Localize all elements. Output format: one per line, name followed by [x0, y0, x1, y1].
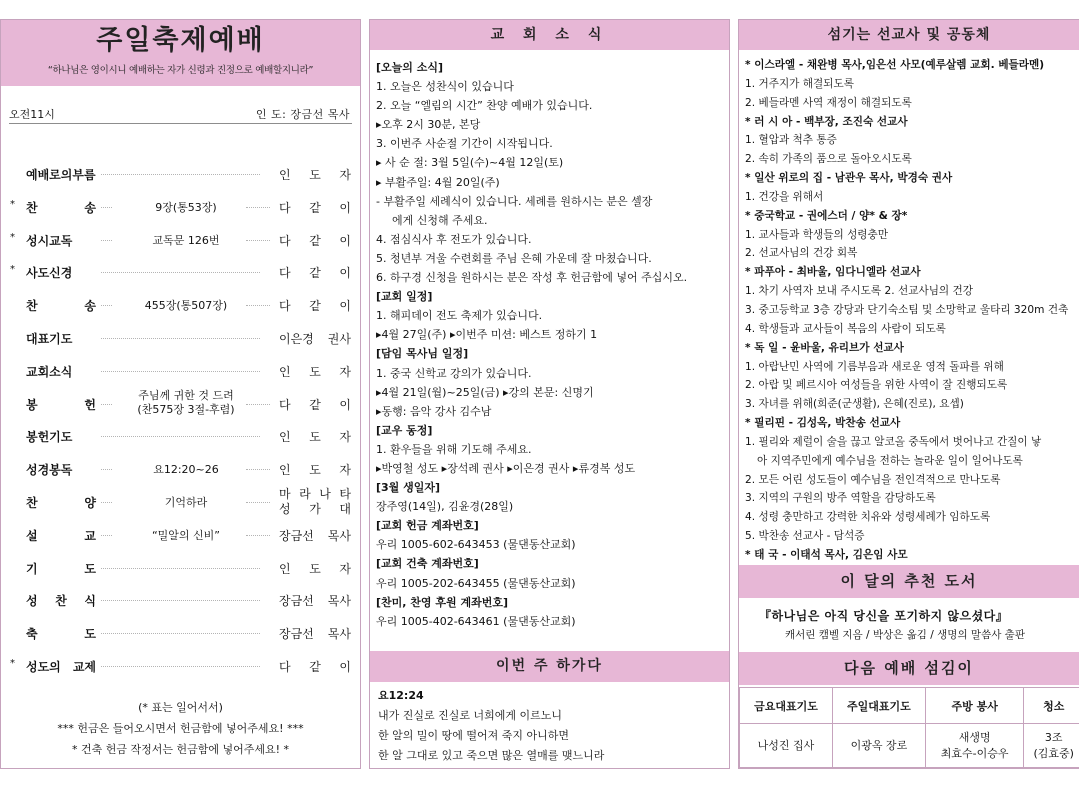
news-line: 1. 중국 신학교 강의가 있습니다.	[376, 366, 532, 380]
order-content-line: (찬575장 3절-후렴)	[137, 402, 235, 416]
news-section-heading: [교회 헌금 계좌번호]	[376, 519, 479, 533]
order-row	[1, 225, 360, 258]
order-row	[1, 487, 360, 520]
mission-heading: * 러 시 아 - 백부장, 조진숙 선교사	[745, 115, 908, 128]
mission-line: 3. 자녀를 위해(희준(군생활), 은혜(진로), 요셉)	[745, 398, 964, 411]
duty-cell-line: 새생명	[958, 730, 991, 744]
order-item-name: 예배로의부름	[26, 168, 96, 182]
verse-line: 한 알의 밀이 땅에 떨어져 죽지 아니하면	[378, 729, 569, 742]
mission-line: 1. 차기 사역자 보내 주시도록 2. 선교사님의 건강	[745, 285, 973, 298]
news-section-heading: [담임 목사님 일정]	[376, 347, 469, 361]
mission-line: 1. 아랍난민 사역에 기름부음과 새로운 영적 돌파를 위해	[745, 360, 1004, 373]
news-line: 장주영(14일), 김윤경(28일)	[376, 500, 514, 514]
mission-line: 1. 혈압과 척추 통증	[745, 134, 837, 147]
service-leader: 인 도: 장금선 목사	[255, 108, 350, 121]
order-row	[1, 356, 360, 389]
footnote: * 건축 헌금 작정서는 헌금함에 넣어주세요! *	[71, 743, 290, 756]
news-line: 우리 1005-602-643453 (물댄동산교회)	[376, 538, 576, 552]
news-section-heading: [3월 생일자]	[376, 481, 441, 495]
order-item-content: 455장(통507장)	[144, 299, 228, 313]
news-line: 4. 점심식사 후 전도가 있습니다.	[376, 232, 532, 246]
news-line: ▸동행: 음악 강사 김수남	[376, 404, 492, 418]
order-row	[1, 585, 360, 618]
order-item-leader: 다 같 이	[279, 397, 351, 412]
news-line: 에게 신청해 주세요.	[392, 213, 488, 227]
service-info	[9, 106, 352, 124]
dotted-leader	[101, 633, 260, 634]
service-time: 오전11시	[9, 108, 55, 121]
order-item-name: 봉 헌	[26, 397, 96, 412]
dotted-leader	[246, 469, 270, 470]
order-item-content: 9장(통53장)	[155, 200, 217, 214]
dotted-leader	[246, 404, 270, 405]
dotted-leader	[101, 600, 260, 601]
missions-panel	[738, 19, 1079, 769]
mission-line: 아 지역주민에게 예수님을 전하는 놀라운 일이 일어나도록	[757, 454, 1023, 467]
news-line: ▸4월 27일(주) ▸이번주 미션: 베스트 정하기 1	[376, 328, 598, 342]
mission-line: 1. 필리와 제럴이 술을 끊고 알코올 중독에서 벗어나고 간질이 낳	[745, 435, 1042, 448]
order-item-name: 성도의 교제	[26, 659, 96, 674]
order-row	[1, 257, 360, 290]
mission-heading: * 이스라엘 - 채완병 목사,임은선 사모(예루살렘 교회. 베들라멘)	[745, 59, 1045, 71]
order-item-content: “밀알의 신비”	[151, 528, 221, 542]
news-line: 1. 오늘은 성찬식이 있습니다	[376, 80, 514, 94]
mission-heading: * 필리핀 - 김성옥, 박찬송 선교사	[745, 417, 901, 430]
mission-heading: * 파푸아 - 최바울, 임다니엘라 선교사	[745, 266, 921, 279]
weekly-verse-title: 이번 주 하가다	[370, 651, 729, 682]
news-line: 1. 환우들을 위해 기도해 주세요.	[376, 442, 532, 456]
mission-line: 3. 지역의 구원의 방주 역할을 감당하도록	[745, 492, 936, 505]
dotted-leader	[101, 502, 112, 503]
order-row	[1, 159, 360, 192]
standing-mark: *	[10, 264, 15, 276]
verse-line: 한 알 그대로 있고 죽으면 많은 열매를 맺느니라	[378, 749, 605, 762]
verse-reference: 요12:24	[378, 689, 424, 702]
order-item-name: 축 도	[26, 627, 96, 642]
dotted-leader	[101, 338, 260, 339]
duty-cell	[740, 724, 833, 768]
mission-heading: * 중국학교 - 권에스더 / 양* & 장*	[745, 209, 908, 222]
order-content-line: 주님께 귀한 것 드려	[138, 388, 234, 402]
order-item-leader: 다 같 이	[279, 200, 351, 215]
standing-mark: *	[10, 198, 15, 210]
book-credits: 캐서린 캠벨 지음 / 박상은 옮김 / 생명의 말씀사 출판	[785, 629, 1025, 641]
order-row	[1, 553, 360, 586]
order-row	[1, 290, 360, 323]
duty-header: 주일대표기도	[832, 688, 925, 724]
order-item-leader	[279, 487, 351, 517]
worship-order-panel	[0, 19, 361, 769]
order-item-name: 대표기도	[26, 331, 73, 346]
church-news-panel	[369, 19, 730, 769]
missions-title: 섬기는 선교사 및 공동체	[739, 20, 1079, 50]
missions-list	[739, 50, 1079, 565]
dotted-leader	[246, 535, 270, 536]
mission-line: 2. 선교사님의 건강 회복	[745, 247, 858, 260]
book-name: 『하나님은 아직 당신을 포기하지 않으셨다』	[759, 609, 1009, 623]
news-section-heading: [교회 일정]	[376, 290, 433, 304]
order-item-content: 요12:20~26	[153, 463, 219, 477]
order-item-leader: 다 같 이	[279, 299, 351, 314]
next-service-title: 다음 예배 섬김이	[739, 652, 1079, 685]
mission-line: 4. 학생들과 교사들이 복음의 사람이 되도록	[745, 322, 946, 335]
dotted-leader	[101, 404, 112, 405]
order-row	[1, 192, 360, 225]
worship-header	[1, 20, 360, 86]
footnote: *** 헌금은 들어오시면서 헌금함에 넣어주세요! ***	[57, 722, 304, 735]
news-line: 우리 1005-202-643455 (물댄동산교회)	[376, 576, 576, 590]
mission-line: 1. 거주지가 해결되도록	[745, 77, 854, 90]
order-item-name: 찬 송	[26, 299, 96, 314]
news-line: 5. 청년부 겨울 수련회를 주님 은혜 가운데 잘 마쳤습니다.	[376, 251, 652, 265]
mission-line: 2. 속히 가족의 품으로 돌아오시도록	[745, 153, 912, 166]
mission-line: 1. 건강을 위해서	[745, 190, 824, 203]
duty-header: 청소	[1024, 688, 1079, 724]
dotted-leader	[246, 207, 270, 208]
worship-verse: “하나님은 영이시니 예배하는 자가 신령과 진정으로 예배할지니라”	[47, 65, 314, 76]
duty-cell	[1024, 724, 1079, 768]
news-line: ▸ 부활주일: 4월 20일(주)	[376, 175, 500, 189]
order-item-name: 성경봉독	[26, 463, 73, 478]
order-row	[1, 454, 360, 487]
order-leader-line: 마 라 나 타	[279, 486, 351, 501]
news-line: 6. 하구경 신청을 원하시는 분은 작성 후 헌금함에 넣어 주십시오.	[376, 271, 688, 285]
dotted-leader	[101, 568, 260, 569]
dotted-leader	[246, 305, 270, 306]
order-row	[1, 651, 360, 684]
order-row	[1, 421, 360, 454]
order-item-name: 설 교	[26, 528, 96, 543]
verse-line: 내가 진실로 진실로 너희에게 이르노니	[378, 709, 563, 722]
order-item-content: 교독문 126번	[152, 233, 220, 247]
news-section-heading: [교회 건축 계좌번호]	[376, 557, 479, 571]
standing-mark: *	[10, 231, 15, 243]
dotted-leader	[101, 272, 260, 273]
dotted-leader	[101, 240, 112, 241]
dotted-leader	[101, 305, 112, 306]
news-line: 3. 이번주 사순절 기간이 시작됩니다.	[376, 137, 553, 151]
news-line: ▸오후 2시 30분, 본당	[376, 118, 481, 132]
news-line: - 부활주일 세례식이 있습니다. 세례를 원하시는 분은 셀장	[376, 194, 653, 208]
dotted-leader	[101, 207, 112, 208]
book-title-header: 이 달의 추천 도서	[739, 565, 1079, 598]
order-item-leader: 인 도 자	[279, 430, 351, 445]
news-title: 교 회 소 식	[370, 20, 729, 50]
next-service-table	[739, 687, 1079, 768]
worship-title: 주일축제예배	[96, 25, 265, 56]
duty-header: 금요대표기도	[740, 688, 833, 724]
order-item-leader: 이은경 권사	[279, 331, 351, 346]
order-item-leader: 인 도 자	[279, 463, 351, 478]
order-item-name: 성 찬 식	[26, 594, 96, 609]
order-item-name: 사도신경	[26, 266, 73, 281]
order-row	[1, 520, 360, 553]
mission-line: 4. 성령 충만하고 강력한 치유와 성령세례가 임하도록	[745, 511, 991, 524]
dotted-leader	[101, 469, 112, 470]
order-item-leader: 장금선 목사	[279, 627, 351, 642]
order-item-leader: 다 같 이	[279, 233, 351, 248]
order-item-name: 교회소식	[26, 364, 73, 379]
news-section-heading: [교우 동정]	[376, 423, 433, 437]
news-line: ▸박영철 성도 ▸장석례 권사 ▸이은경 권사 ▸류경복 성도	[376, 461, 636, 475]
dotted-leader	[246, 502, 270, 503]
mission-line: 2. 모든 어린 성도들이 예수님을 전인격적으로 만나도록	[745, 473, 1001, 486]
order-list	[1, 159, 360, 684]
order-item-leader: 장금선 목사	[279, 528, 351, 543]
order-item-name: 기 도	[26, 561, 96, 576]
worship-footnotes	[1, 697, 360, 760]
dotted-leader	[101, 535, 112, 536]
order-item-leader: 다 같 이	[279, 659, 351, 674]
mission-line: 1. 교사들과 학생들의 성령충만	[745, 228, 889, 241]
footnote: (* 표는 일어서서)	[138, 701, 223, 714]
order-item-leader: 인 도 자	[279, 168, 351, 182]
news-line: ▸ 사 순 절: 3월 5일(수)~4월 12일(토)	[376, 156, 564, 170]
mission-line: 2. 아랍 및 페르시아 여성들을 위한 사역이 잘 진행되도록	[745, 379, 1008, 392]
order-item-name: 성시교독	[26, 233, 73, 248]
news-section-heading: [오늘의 소식]	[376, 61, 444, 74]
news-list	[370, 50, 729, 631]
order-item-content	[121, 389, 251, 417]
weekly-verse	[378, 686, 723, 766]
dotted-leader	[101, 436, 260, 437]
duty-cell-line: 이광옥 장로	[850, 738, 908, 752]
order-item-leader: 인 도 자	[279, 561, 351, 576]
order-row	[1, 618, 360, 651]
news-section-heading: [찬미, 찬영 후원 계좌번호]	[376, 595, 508, 609]
duty-header: 주방 봉사	[925, 688, 1024, 724]
news-line: 1. 해피데이 전도 축제가 있습니다.	[376, 309, 543, 323]
order-item-name: 찬 송	[26, 200, 96, 215]
mission-line: 5. 박찬송 선교사 - 담석증	[745, 530, 865, 543]
mission-heading: * 일산 위로의 집 - 남관우 목사, 박경숙 권사	[745, 172, 953, 185]
dotted-leader	[101, 371, 260, 372]
standing-mark: *	[10, 657, 15, 669]
news-line: 2. 오늘 “엘림의 시간” 찬양 예배가 있습니다.	[376, 99, 593, 113]
order-item-leader: 다 같 이	[279, 266, 351, 281]
duty-cell-line: 나성진 집사	[757, 738, 815, 752]
dotted-leader	[101, 666, 260, 667]
mission-heading: * 독 일 - 윤바울, 유리브가 선교사	[745, 341, 904, 354]
order-item-name: 찬 양	[26, 495, 96, 510]
order-row	[1, 389, 360, 422]
news-line: 우리 1005-402-643461 (물댄동산교회)	[376, 614, 576, 628]
order-leader-line: 성 가 대	[279, 501, 351, 516]
mission-line: 3. 중고등학교 3층 강당과 단기숙소팀 및 소망학교 울타리 320m 건축	[745, 303, 1069, 316]
duty-cell-line: 최효수-이승우	[940, 746, 1009, 760]
order-item-leader: 인 도 자	[279, 364, 351, 379]
duty-cell	[925, 724, 1024, 768]
duty-cell-line: 3조	[1044, 730, 1063, 744]
order-row	[1, 323, 360, 356]
order-item-content: 기억하라	[164, 495, 208, 509]
news-line: ▸4월 21일(월)~25일(금) ▸강의 본문: 신명기	[376, 385, 594, 399]
order-item-leader: 장금선 목사	[279, 594, 351, 609]
order-item-name: 봉헌기도	[26, 430, 73, 445]
mission-heading: * 태 국 - 이태석 목사, 김은임 사모	[745, 548, 908, 561]
duty-cell	[832, 724, 925, 768]
duty-cell-line: (김효중)	[1033, 746, 1074, 760]
dotted-leader	[101, 174, 260, 175]
mission-line: 2. 베들라멘 사역 재정이 해결되도록	[745, 96, 912, 109]
dotted-leader	[246, 240, 270, 241]
